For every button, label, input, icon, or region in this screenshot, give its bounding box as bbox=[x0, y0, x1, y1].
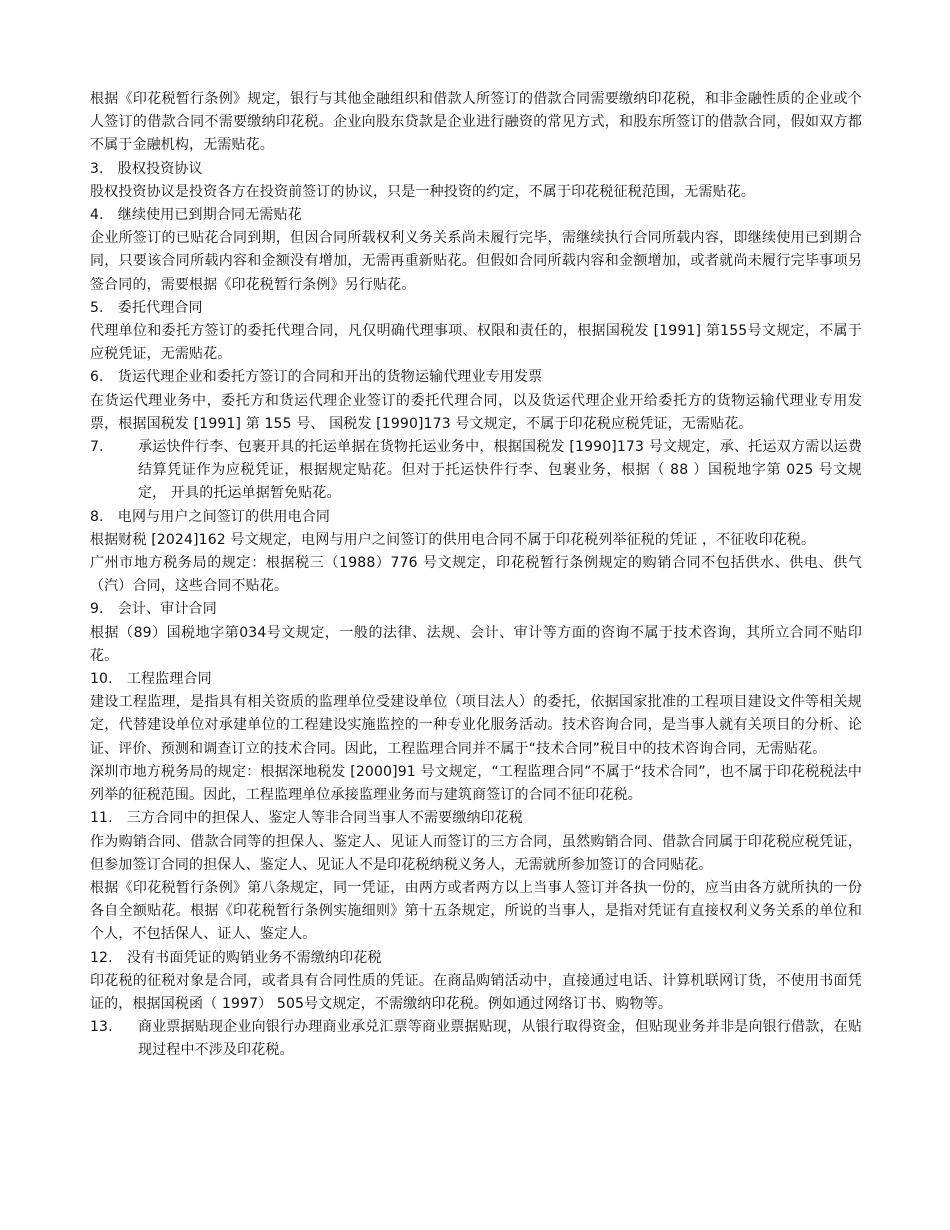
heading-expired-contract: 4. 继续使用已到期合同无需贴花 bbox=[90, 207, 302, 224]
paragraph-guangzhou-rule: 广州市地方税务局的规定：根据税三（1988）776 号文规定，印花税暂行条例规定的购销合同不包括供水、供电、供气（汽）合同，这些合同不贴花。 bbox=[90, 555, 862, 595]
paragraph-loan-contract: 根据《印花税暂行条例》规定，银行与其他金融组织和借款人所签订的借款合同需要缴纳印花税，和非金融性质的企业或个人签订的借款合同不需要缴纳印花税。企业向股东贷款是企业进行融资的常见方式，和股东所签订的借款合同，假如双方都不属于金融机构，无需贴花。 bbox=[90, 91, 862, 154]
paragraph-shenzhen-rule: 深圳市地方税务局的规定：根据深地税发 [2000]91 号文规定，“工程监理合同”不属于“技术合同”，也不属于印花税税法中列举的征税范围。因此，工程监理单位承接监理业务而与建筑商签订的合同不征印花税。 bbox=[90, 763, 862, 804]
heading-third-party-contract: 11. 三方合同中的担保人、鉴定人等非合同当事人不需要缴纳印花税 bbox=[90, 810, 524, 827]
paragraph-no-written-voucher: 印花税的征税对象是合同，或者具有合同性质的凭证。在商品购销活动中，直接通过电话、计算机联网订货，不使用书面凭证的，根据国税函（ 1997） 505号文规定，不需缴纳印花税。例如通过网络订书、购物等。 bbox=[90, 972, 862, 1012]
paragraph-article-eight: 根据《印花税暂行条例》第八条规定，同一凭证，由两方或者两方以上当事人签订并各执一份的，应当由各方就所执的一份各自全额贴花。根据《印花税暂行条例实施细则》第十五条规定，所说的当事人，是指对凭证有直接权利义务关系的单位和个人，不包括保人、证人、鉴定人。 bbox=[90, 879, 862, 943]
paragraph-freight-agency: 在货运代理业务中，委托方和货运代理企业签订的委托代理合同，以及货运代理企业开给委托方的货物运输代理业专用发票，根据国税发 [1991] 第 155 号、 国税发 [1990]173 号文规定，不属于印花税应税凭证，无需贴花。 bbox=[90, 392, 862, 432]
list-item-number: 7. bbox=[90, 439, 104, 456]
list-item-text: 承运快件行李、包裹开具的托运单据在货物托运业务中，根据国税发 [1990]173 号文规定，承、托运双方需以运费结算凭证作为应税凭证，根据规定贴花。但对于托运快件行李、包裹业务，根据（ 88 ）国税地字第 025 号文规定， 开具的托运单据暂免贴花。 bbox=[138, 439, 862, 502]
heading-accounting-audit: 9. 会计、审计合同 bbox=[90, 601, 217, 618]
heading-engineering-supervision: 10. 工程监理合同 bbox=[90, 671, 212, 688]
paragraph-power-supply: 根据财税 [2024]162 号文规定，电网与用户之间签订的供用电合同不属于印花税列举征税的凭证 ，不征收印花税。 bbox=[90, 531, 816, 548]
heading-agency-contract: 5. 委托代理合同 bbox=[90, 299, 203, 316]
list-item-number: 13. bbox=[90, 1019, 113, 1036]
paragraph-accounting-audit: 根据（89）国税地字第034号文规定，一般的法律、法规、会计、审计等方面的咨询不属于技术咨询，其所立合同不贴印花。 bbox=[90, 624, 862, 664]
paragraph-expired-contract: 企业所签订的已贴花合同到期，但因合同所载权利义务关系尚未履行完毕，需继续执行合同所载内容，即继续使用已到期合同，只要该合同所载内容和金额没有增加，无需再重新贴花。但假如合同所载内容和金额增加，或者就尚未履行完毕事项另签合同的，需要根据《印花税暂行条例》另行贴花。 bbox=[90, 230, 862, 293]
paragraph-agency-contract: 代理单位和委托方签订的委托代理合同，凡仅明确代理事项、权限和责任的，根据国税发 [1991] 第155号文规定，不属于应税凭证，无需贴花。 bbox=[90, 323, 862, 363]
document-body bbox=[90, 88, 862, 1063]
list-item-express-baggage bbox=[90, 436, 862, 506]
list-item-text: 商业票据贴现企业向银行办理商业承兑汇票等商业票据贴现，从银行取得资金，但贴现业务并非是向银行借款，在贴现过程中不涉及印花税。 bbox=[138, 1019, 862, 1059]
heading-power-supply: 8. 电网与用户之间签订的供用电合同 bbox=[90, 508, 331, 525]
heading-equity-investment: 3. 股权投资协议 bbox=[90, 160, 203, 177]
heading-no-written-voucher: 12. 没有书面凭证的购销业务不需缴纳印花税 bbox=[90, 949, 382, 966]
heading-freight-agency: 6. 货运代理企业和委托方签订的合同和开出的货物运输代理业专用发票 bbox=[90, 369, 543, 386]
paragraph-equity-investment: 股权投资协议是投资各方在投资前签订的协议，只是一种投资的约定，不属于印花税征税范围，无需贴花。 bbox=[90, 183, 756, 200]
paragraph-engineering-supervision: 建设工程监理，是指具有相关资质的监理单位受建设单位（项目法人）的委托，依据国家批准的工程项目建设文件等相关规定，代替建设单位对承建单位的工程建设实施监控的一种专业化服务活动。技术咨询合同，是当事人就有关项目的分析、论证、评价、预测和调查订立的技术合同。因此，工程监理合同并不属于“技术合同”税目中的技术咨询合同，无需贴花。 bbox=[90, 694, 862, 757]
list-item-bill-discount bbox=[90, 1016, 862, 1062]
paragraph-third-party-contract: 作为购销合同、借款合同等的担保人、鉴定人、见证人而签订的三方合同，虽然购销合同、借款合同属于印花税应税凭证，但参加签订合同的担保人、鉴定人、见证人不是印花税纳税义务人，无需就所参加签订的合同贴花。 bbox=[90, 833, 862, 873]
